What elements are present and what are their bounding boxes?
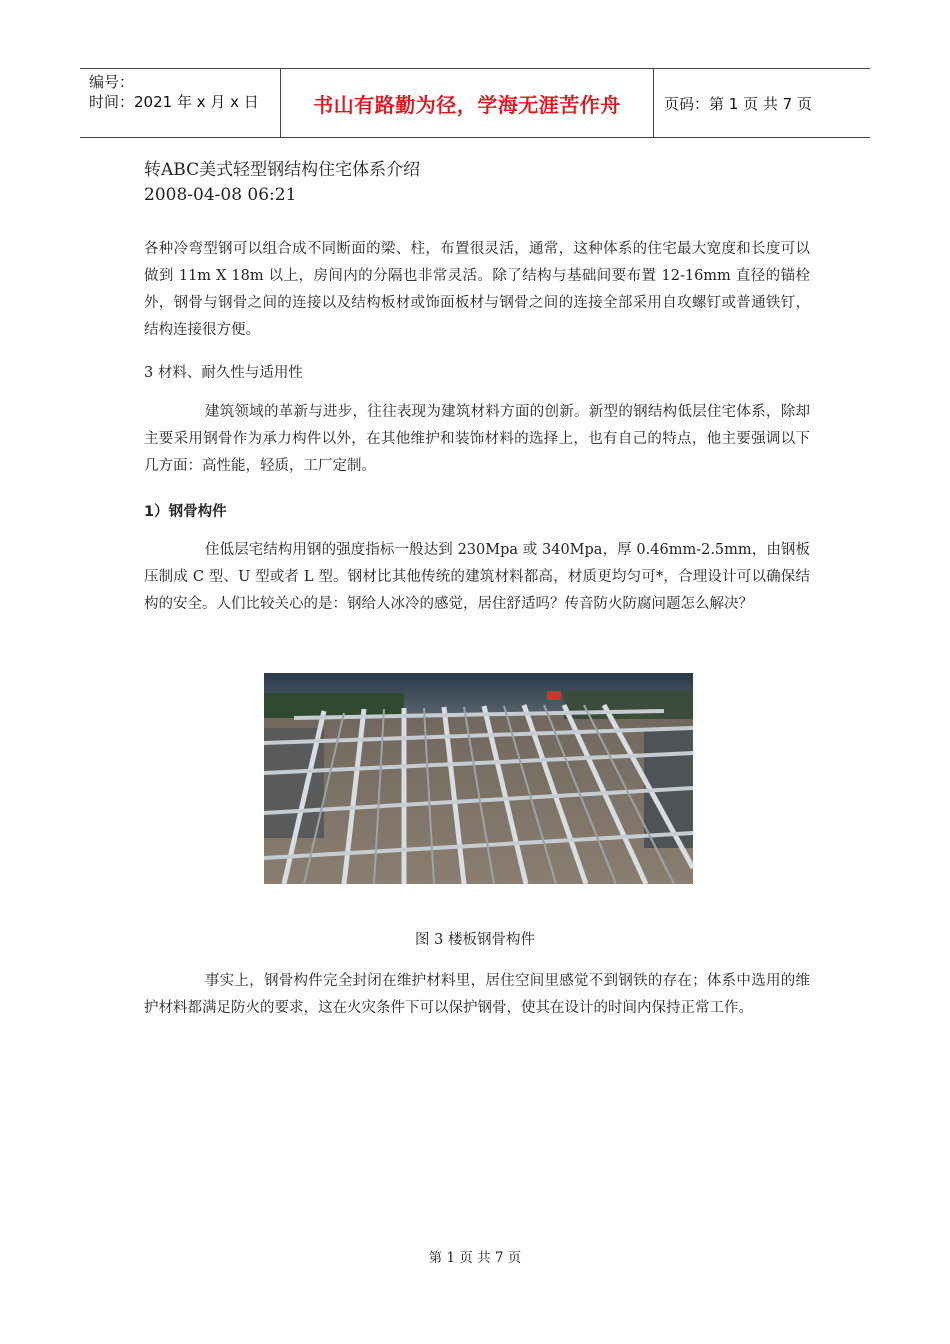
floor-steel-framing-photo: [264, 673, 693, 884]
article-title: 转ABC美式轻型钢结构住宅体系介绍: [144, 160, 421, 180]
figure-caption: 图 3 楼板钢骨构件: [415, 932, 535, 948]
motto: 书山有路勤为径，学海无涯苦作舟: [281, 69, 654, 137]
page-footer: 第 1 页 共 7 页: [428, 1250, 522, 1266]
paragraph-4: 事实上，钢骨构件完全封闭在维护材料里，居住空间里感觉不到钢铁的存在；体系中选用的维护材料都满足防火的要求，这在火灾条件下可以保护钢骨，使其在设计的时间内保持正常工作。: [144, 973, 810, 1016]
article-datetime: 2008-04-08 06:21: [144, 185, 297, 205]
closing-section: [144, 968, 810, 1022]
paragraph-3: 住低层宅结构用钢的强度指标一般达到 230Mpa 或 340Mpa，厚 0.46mm-2.5mm，由钢板压制成 C 型、U 型或者 L 型。钢材比其他传统的建筑材料都高，材质更均匀可*，合理设计可以确保结构的安全。人们比较关心的是：钢给人冰冷的感觉，居住舒适吗？传音防火防腐问题怎么解决？: [144, 542, 810, 612]
page-label: 页码：第 1 页 共 7 页: [664, 94, 812, 113]
document-header: [80, 68, 870, 138]
subsection-heading: 1）钢骨构件: [144, 504, 227, 520]
time-label: 时间：2021 年 x 月 x 日: [89, 93, 259, 111]
section-heading: 3 材料、耐久性与适用性: [144, 365, 303, 381]
number-label: 编号：: [89, 73, 135, 91]
steel-frame-image: [264, 673, 693, 884]
header-meta-cell: [80, 69, 281, 137]
article-body: [144, 158, 810, 618]
paragraph-2: 建筑领域的革新与进步，往往表现为建筑材料方面的创新。新型的钢结构低层住宅体系，除却主要采用钢骨作为承力构件以外，在其他维护和装饰材料的选择上，也有自己的特点，他主要强调以下几方面：高性能，轻质，工厂定制。: [144, 404, 810, 474]
paragraph-1: 各种冷弯型钢可以组合成不同断面的梁、柱，布置很灵活，通常，这种体系的住宅最大宽度和长度可以做到 11m X 18m 以上，房间内的分隔也非常灵活。除了结构与基础间要布置 12-16mm 直径的锚栓外，钢骨与钢骨之间的连接以及结构板材或饰面板材与钢骨之间的连接全部采用自攻螺钉或普通铁钉，结构连接很方便。: [144, 241, 810, 338]
